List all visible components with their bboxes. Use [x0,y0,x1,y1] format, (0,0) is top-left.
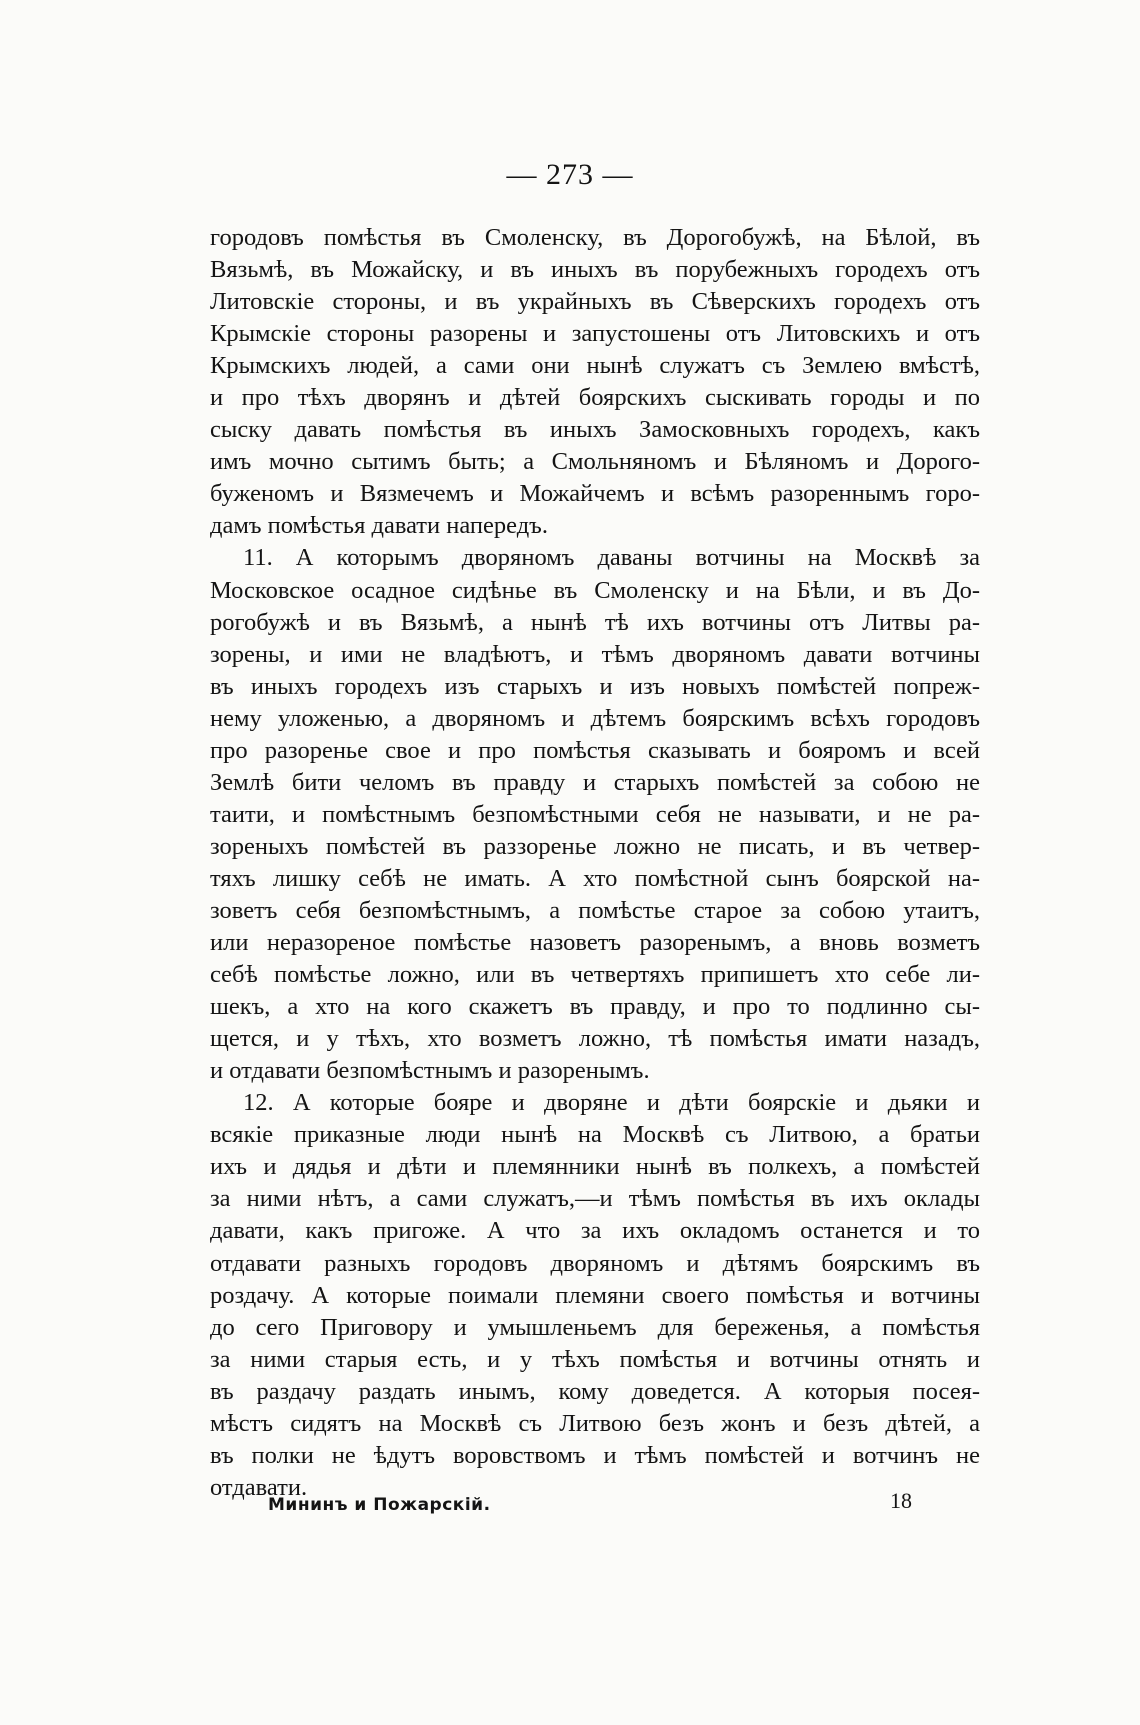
text-line: въ полки не ѣдутъ воровствомъ и тѣмъ помѣстей и вотчинъ не [210,1441,980,1469]
text-line: Землѣ бити челомъ въ правду и старыхъ помѣстей за собою не [210,768,980,796]
text-line: буженомъ и Вязмечемъ и Можайчемъ и всѣмъ разореннымъ горо- [210,480,980,508]
text-line: зорены, и ими не владѣютъ, и тѣмъ дворяномъ давати вотчины [210,640,980,668]
text-line: и отдавати безпомѣстнымъ и разоренымъ. [210,1057,650,1085]
text-line: Литовскіе стороны, и въ украйныхъ въ Сѣверскихъ городехъ отъ [210,288,980,316]
text-line: про разоренье свое и про помѣстья сказывать и бояромъ и всей [210,736,980,764]
text-line: въ раздачу раздать инымъ, кому доведется. А которыя посея- [210,1377,980,1405]
text-line: Крымскихъ людей, а сами они нынѣ служатъ съ Землею вмѣстѣ, [210,352,980,380]
text-line: 11. А которымъ дворяномъ даваны вотчины на Москвѣ за [243,544,980,572]
signature-mark: 18 [890,1488,912,1513]
body-text [210,222,980,1504]
text-line: мѣстъ сидятъ на Москвѣ съ Литвою безъ жонъ и безъ дѣтей, а [210,1409,980,1437]
text-line: Вязьмѣ, въ Можайску, и въ иныхъ въ порубежныхъ городехъ отъ [210,256,980,284]
text-line: дамъ помѣстья давати напередъ. [210,512,548,540]
text-line: себѣ помѣстье ложно, или въ четвертяхъ припишетъ хто себе ли- [210,961,980,989]
text-line: всякіе приказные люди нынѣ на Москвѣ съ Литвою, а братьи [210,1121,980,1149]
text-line: за ними старыя есть, и у тѣхъ помѣстья и вотчины отнять и [210,1345,980,1373]
page-number: — 273 — [506,158,634,191]
text-line: рогобужѣ и въ Вязьмѣ, а нынѣ тѣ ихъ вотчины отъ Литвы ра- [210,608,980,636]
text-line: шекъ, а хто на кого скажетъ въ правду, и про то подлинно сы- [210,993,980,1021]
text-line: или неразореное помѣстье назоветъ разоренымъ, а вновь возметъ [210,929,980,957]
text-line: и про тѣхъ дворянъ и дѣтей боярскихъ сыскивать городы и по [210,384,980,412]
text-line: 12. А которые бояре и дворяне и дѣти боярскіе и дьяки и [243,1089,980,1117]
text-line: щется, и у тѣхъ, хто возметъ ложно, тѣ помѣстья имати назадъ, [210,1025,980,1053]
text-line: зореныхъ помѣстей въ раззоренье ложно не писать, и въ четвер- [210,832,980,860]
text-line: Крымскіе стороны разорены и запустошены отъ Литовскихъ и отъ [210,320,980,348]
text-line: ихъ и дядья и дѣти и племянники нынѣ въ полкехъ, а помѣстей [210,1153,980,1181]
text-line: зоветъ себя безпомѣстнымъ, а помѣстье старое за собою утаитъ, [210,896,980,924]
footer-title: Мининъ и Пожарскій. [268,1495,491,1515]
text-line: роздачу. А которые поимали племяни своего помѣстья и вотчины [210,1281,980,1309]
text-line: тяхъ лишку себѣ не имать. А хто помѣстной сынъ боярской на- [210,864,980,892]
text-line: нему уложенью, а дворяномъ и дѣтемъ боярскимъ всѣхъ городовъ [210,704,980,732]
text-line: до сего Приговору и умышленьемъ для береженья, а помѣстья [210,1313,980,1341]
text-line: таити, и помѣстнымъ безпомѣстными себя не называти, и не ра- [210,800,980,828]
text-line: городовъ помѣстья въ Смоленску, въ Дорогобужѣ, на Бѣлой, въ [210,224,980,251]
text-line: давати, какъ пригоже. А что за ихъ окладомъ останется и то [210,1217,980,1245]
text-line: въ иныхъ городехъ изъ старыхъ и изъ новыхъ помѣстей попреж- [210,672,980,700]
text-line: отдавати разныхъ городовъ дворяномъ и дѣтямъ боярскимъ въ [210,1249,980,1277]
text-line: сыску давать помѣстья въ иныхъ Замосковныхъ городехъ, какъ [210,416,980,444]
text-line: за ними нѣтъ, а сами служатъ,—и тѣмъ помѣстья въ ихъ оклады [210,1185,980,1213]
text-line: имъ мочно сытимъ быть; а Смольняномъ и Бѣляномъ и Дорого- [210,448,980,476]
text-line: Московское осадное сидѣнье въ Смоленску и на Бѣли, и въ До- [210,576,980,604]
text-line: отдавати. [210,1473,308,1501]
